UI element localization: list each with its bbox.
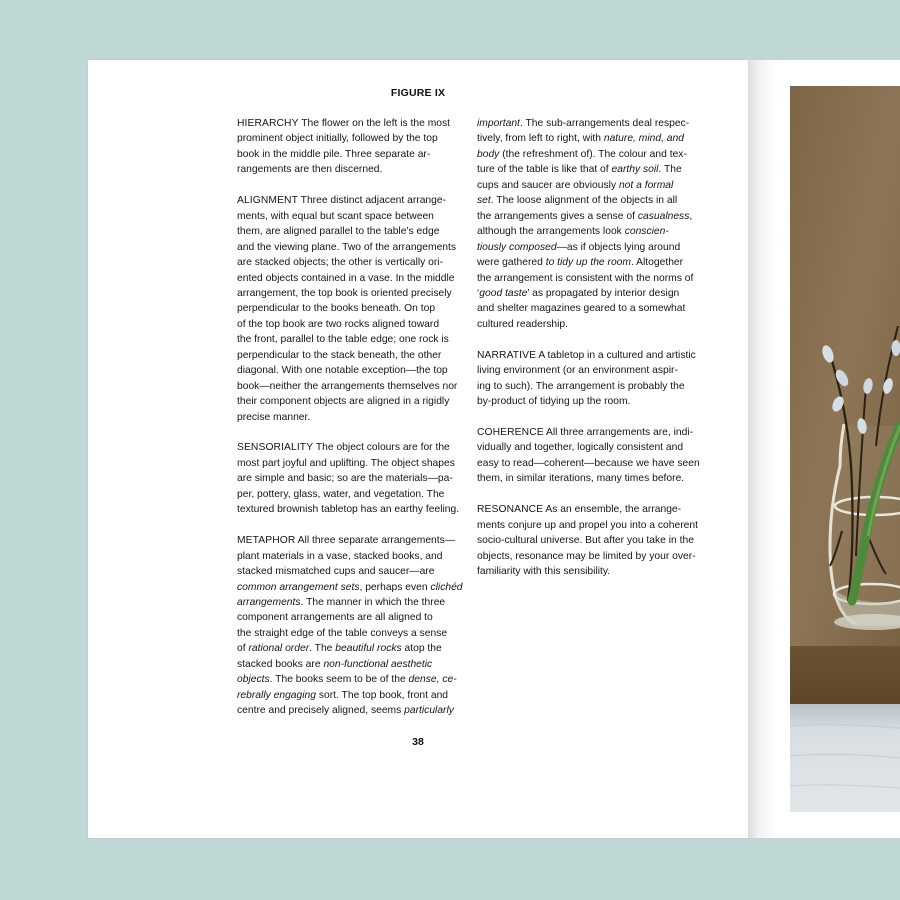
section-heading: HIERARCHY bbox=[237, 118, 299, 129]
text-line bbox=[477, 456, 709, 471]
body-text: . The bbox=[309, 643, 336, 655]
body-text: the arrangements gives a sense of bbox=[477, 210, 638, 222]
text-line bbox=[477, 533, 709, 548]
text-line bbox=[237, 363, 469, 378]
body-text: The flower on the left is the most bbox=[298, 118, 451, 129]
text-line bbox=[237, 394, 469, 409]
text-line bbox=[237, 116, 469, 131]
text-line bbox=[237, 456, 469, 471]
text-line bbox=[237, 580, 469, 595]
body-text: easy to read—coherent—because we have seen bbox=[477, 457, 700, 469]
text-line bbox=[237, 533, 469, 548]
text-line bbox=[477, 224, 709, 239]
text-line bbox=[237, 224, 469, 239]
body-text: . Altogether bbox=[630, 257, 684, 269]
still-life-painting bbox=[790, 86, 900, 812]
text-line bbox=[237, 379, 469, 394]
body-text: Three distinct adjacent arrange- bbox=[297, 195, 447, 207]
italic-text: objects bbox=[237, 674, 270, 686]
body-text: them, in similar iterations, many times before. bbox=[477, 473, 685, 485]
body-text: the straight edge of the table conveys a sense bbox=[237, 627, 448, 639]
body-text: them, are aligned parallel to the table’s edge bbox=[237, 226, 440, 238]
section-heading: METAPHOR bbox=[237, 535, 296, 547]
body-text: are stacked objects; the other is vertically ori- bbox=[237, 257, 444, 269]
body-text: book in the middle pile. Three separate ar- bbox=[237, 148, 431, 160]
text-line bbox=[477, 255, 709, 270]
text-line bbox=[477, 209, 709, 224]
text-line bbox=[237, 595, 469, 610]
body-text: ented objects contained in a vase. In the middle bbox=[237, 272, 455, 284]
body-text: ’ as propagated by interior design bbox=[527, 287, 680, 299]
body-text: perpendicular to the stack beneath, the other bbox=[237, 349, 442, 361]
text-line bbox=[237, 641, 469, 656]
body-text: . The sub-arrangements deal respec- bbox=[519, 118, 690, 129]
text-line bbox=[237, 131, 469, 146]
text-line bbox=[237, 209, 469, 224]
body-text: and shelter magazines geared to a somewhat bbox=[477, 303, 686, 315]
body-text: per, pottery, glass, water, and vegetation. The bbox=[237, 488, 445, 500]
body-text: , perhaps even bbox=[359, 581, 431, 593]
body-text: ‘ bbox=[477, 287, 480, 299]
text-line bbox=[237, 549, 469, 564]
italic-text: good taste bbox=[479, 287, 528, 299]
text-line bbox=[477, 440, 709, 455]
body-text: —as if objects lying around bbox=[556, 241, 681, 253]
paragraph bbox=[477, 425, 709, 487]
body-text: most part joyful and uplifting. The object shapes bbox=[237, 457, 455, 469]
body-text: ing to such). The arrangement is probably the bbox=[477, 380, 685, 392]
text-line bbox=[237, 440, 469, 455]
body-text: tively, from left to right, with bbox=[477, 133, 604, 145]
italic-text: earthy soil bbox=[611, 164, 659, 176]
italic-text: clichéd bbox=[430, 581, 463, 593]
text-line bbox=[477, 271, 709, 286]
text-line bbox=[237, 301, 469, 316]
body-text: rangements are then discerned. bbox=[237, 164, 383, 176]
text-line bbox=[237, 240, 469, 255]
text-line bbox=[237, 271, 469, 286]
text-line bbox=[237, 332, 469, 347]
body-text: plant materials in a vase, stacked books, and bbox=[237, 550, 443, 562]
section-heading: RESONANCE bbox=[477, 504, 544, 516]
left-page bbox=[88, 60, 748, 838]
italic-text: not a formal bbox=[618, 179, 674, 191]
body-text: diagonal. With one notable exception—the top bbox=[237, 365, 448, 377]
text-line bbox=[237, 147, 469, 162]
text-line bbox=[477, 286, 709, 301]
text-line bbox=[477, 240, 709, 255]
body-text: familiarity with this sensibility. bbox=[477, 566, 611, 578]
body-text: precise manner. bbox=[237, 411, 311, 423]
section-heading: COHERENCE bbox=[477, 427, 544, 439]
body-text: their component objects are aligned in a rigidly bbox=[237, 396, 450, 408]
text-line bbox=[237, 626, 469, 641]
text-line bbox=[477, 348, 709, 363]
body-text: by-product of tidying up the room. bbox=[477, 396, 631, 408]
body-text: of the top book are two rocks aligned toward bbox=[237, 318, 440, 330]
body-text: , bbox=[689, 210, 693, 222]
text-column-left bbox=[237, 116, 469, 734]
text-line bbox=[477, 317, 709, 332]
italic-text: set bbox=[477, 195, 491, 207]
body-text: stacked mismatched cups and saucer—are bbox=[237, 566, 435, 578]
section-heading: ALIGNMENT bbox=[237, 195, 298, 207]
body-text: cultured readership. bbox=[477, 318, 569, 330]
body-text: are simple and basic; so are the materials—pa- bbox=[237, 473, 453, 485]
body-text: prominent object initially, followed by the top bbox=[237, 133, 438, 145]
body-text: centre and precisely aligned, seems bbox=[237, 705, 405, 717]
text-line bbox=[237, 286, 469, 301]
italic-text: particularly bbox=[404, 705, 454, 717]
text-line bbox=[477, 549, 709, 564]
text-line bbox=[237, 688, 469, 703]
body-text: (the refreshment of). The colour and tex- bbox=[499, 148, 687, 160]
text-line bbox=[477, 363, 709, 378]
body-text: All three arrangements are, indi- bbox=[543, 427, 694, 439]
text-line bbox=[237, 255, 469, 270]
paragraph bbox=[237, 116, 469, 178]
body-text: ments conjure up and propel you into a coherent bbox=[477, 519, 698, 531]
body-text: The object colours are for the bbox=[313, 442, 450, 454]
italic-text: rational order bbox=[248, 643, 310, 655]
body-text: book—neither the arrangements themselves nor bbox=[237, 380, 458, 392]
body-text: textured brownish tabletop has an earthy feeling. bbox=[237, 504, 460, 516]
italic-text: body bbox=[477, 148, 500, 160]
body-text: arrangement, the top book is oriented precisely bbox=[237, 287, 452, 299]
text-line bbox=[477, 564, 709, 579]
italic-text: arrangements bbox=[237, 597, 301, 608]
body-text: stacked books are bbox=[237, 658, 324, 670]
body-text: although the arrangements look bbox=[477, 226, 625, 238]
body-text: . The books seem to be of the bbox=[269, 674, 409, 686]
text-line bbox=[237, 317, 469, 332]
body-text: the arrangement is consistent with the norms of bbox=[477, 272, 694, 284]
text-line bbox=[237, 348, 469, 363]
text-line bbox=[237, 471, 469, 486]
text-line bbox=[237, 610, 469, 625]
italic-text: tiously composed bbox=[477, 241, 557, 253]
text-column-right bbox=[477, 116, 709, 595]
body-text: . The loose alignment of the objects in all bbox=[490, 195, 678, 207]
text-line bbox=[237, 502, 469, 517]
text-line bbox=[237, 410, 469, 425]
text-line bbox=[237, 487, 469, 502]
text-line bbox=[237, 672, 469, 687]
figure-title: FIGURE IX bbox=[390, 87, 446, 99]
body-text: . The bbox=[658, 164, 682, 176]
paragraph bbox=[477, 116, 709, 332]
italic-text: non-functional aesthetic bbox=[323, 658, 433, 670]
text-line bbox=[477, 518, 709, 533]
body-text: A tabletop in a cultured and artistic bbox=[536, 349, 696, 361]
body-text: cups and saucer are obviously bbox=[477, 179, 619, 191]
text-line bbox=[477, 471, 709, 486]
paragraph bbox=[237, 440, 469, 517]
text-line bbox=[237, 657, 469, 672]
text-line bbox=[237, 703, 469, 718]
body-text: the front, parallel to the table edge; one rock is bbox=[237, 334, 449, 346]
body-text: living environment (or an environment aspir- bbox=[477, 365, 678, 377]
body-text: and the viewing plane. Two of the arrangements bbox=[237, 241, 457, 253]
body-text: of bbox=[237, 643, 249, 655]
italic-text: rebrally engaging bbox=[237, 689, 316, 701]
text-line bbox=[477, 394, 709, 409]
italic-text: important bbox=[477, 118, 520, 129]
section-heading: NARRATIVE bbox=[477, 349, 537, 361]
body-text: . The manner in which the three bbox=[300, 597, 446, 608]
text-line bbox=[477, 131, 709, 146]
italic-text: conscien- bbox=[624, 226, 669, 238]
text-line bbox=[477, 425, 709, 440]
text-line bbox=[477, 193, 709, 208]
italic-text: to tidy up the room bbox=[545, 257, 631, 269]
text-line bbox=[477, 379, 709, 394]
paragraph bbox=[477, 502, 709, 579]
body-text: sort. The top book, front and bbox=[316, 689, 449, 701]
text-line bbox=[477, 178, 709, 193]
section-heading: SENSORIALITY bbox=[237, 442, 314, 454]
text-line bbox=[237, 564, 469, 579]
body-text: perpendicular to the books beneath. On top bbox=[237, 303, 436, 315]
text-line bbox=[477, 147, 709, 162]
paragraph bbox=[237, 193, 469, 425]
paragraph bbox=[477, 348, 709, 410]
body-text: ments, with equal but scant space between bbox=[237, 210, 434, 222]
italic-text: beautiful rocks bbox=[335, 643, 402, 655]
text-line bbox=[237, 162, 469, 177]
body-text: ture of the table is like that of bbox=[477, 164, 612, 176]
book-gutter bbox=[748, 60, 778, 838]
body-text: component arrangements are all aligned to bbox=[237, 612, 433, 624]
text-line bbox=[477, 162, 709, 177]
body-text: atop the bbox=[401, 643, 442, 655]
text-line bbox=[477, 301, 709, 316]
body-text: were gathered bbox=[477, 257, 546, 269]
page-number: 38 bbox=[412, 736, 424, 748]
italic-text: common arrangement sets bbox=[237, 581, 360, 593]
body-text: As an ensemble, the arrange- bbox=[543, 504, 682, 516]
italic-text: casualness bbox=[637, 210, 690, 222]
body-text: objects, resonance may be limited by your over- bbox=[477, 550, 696, 562]
paragraph bbox=[237, 533, 469, 718]
body-text: vidually and together, logically consistent and bbox=[477, 442, 684, 454]
text-line bbox=[237, 193, 469, 208]
text-line bbox=[477, 116, 709, 131]
body-text: All three separate arrangements— bbox=[295, 535, 456, 547]
italic-text: dense, ce- bbox=[408, 674, 457, 686]
text-line bbox=[477, 502, 709, 517]
body-text: socio-cultural universe. But after you take in the bbox=[477, 535, 694, 547]
italic-text: nature, mind, and bbox=[603, 133, 684, 145]
